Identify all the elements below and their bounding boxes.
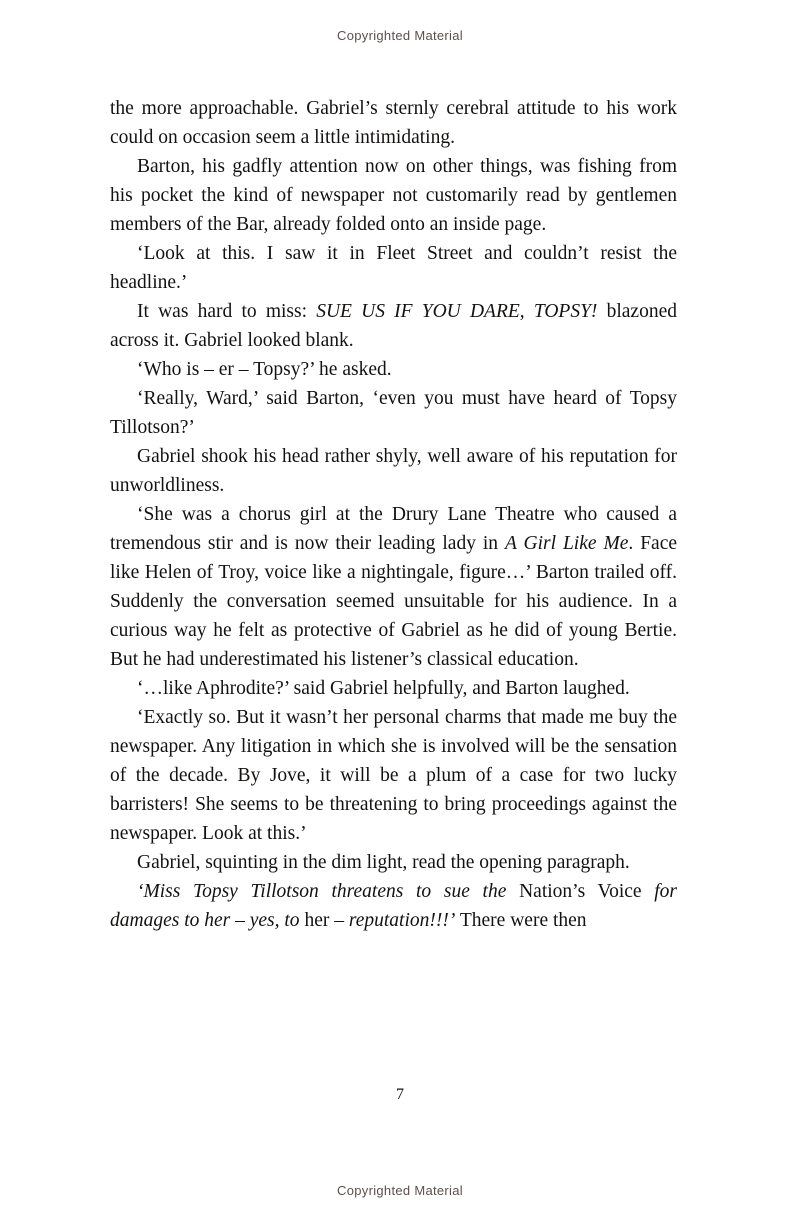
text-run: . Face like Helen of Troy, voice like a nightingale, figure…’ Barton trailed off. Suddenly the conversation seemed unsuitable for his audience. In a curious way he felt as protective of Gabriel as he did of young Bertie. But he had underestimated his listener’s classical education. (110, 533, 678, 670)
paragraph (110, 674, 677, 703)
paragraph (110, 239, 677, 297)
paragraph (110, 848, 677, 877)
text-run: It was hard to miss: (137, 301, 317, 322)
text-run: the more approachable. Gabriel’s sternly cerebral attitude to his work could on occasion seem a little intimidating. (110, 98, 677, 148)
paragraph (110, 500, 677, 674)
text-run: ‘She was a chorus girl at the Drury Lane Theatre who caused a tremendous stir and is now their leading lady in (110, 504, 677, 554)
page-number: 7 (396, 1086, 404, 1103)
page-text (110, 94, 677, 935)
text-run: SUE US IF YOU DARE, TOPSY! (316, 301, 598, 322)
paragraph (110, 152, 677, 239)
paragraph (110, 94, 677, 152)
text-run: ‘Look at this. I saw it in Fleet Street and couldn’t resist the headline.’ (110, 243, 677, 293)
text-run: Nation’s Voice (519, 881, 642, 902)
text-run: ‘…like Aphrodite?’ said Gabriel helpfully, and Barton laughed. (137, 678, 630, 699)
copyright-notice-top: Copyrighted Material (337, 28, 463, 43)
text-run: A Girl Like Me (505, 533, 629, 554)
text-run: Barton, his gadfly attention now on other things, was fishing from his pocket the kind of newspaper not customarily read by gentlemen members of the Bar, already folded onto an inside page. (110, 156, 677, 235)
text-run: her (304, 910, 330, 931)
text-run: Gabriel shook his head rather shyly, well aware of his reputation for unworldliness. (110, 446, 677, 496)
paragraph (110, 442, 677, 500)
text-run: ‘Miss Topsy Tillotson threatens to sue the (137, 881, 520, 902)
text-run: for damages to her – yes, to (110, 881, 677, 931)
text-run: ‘Exactly so. But it wasn’t her personal charms that made me buy the newspaper. Any litigation in which she is involved will be the sensation of the decade. By Jove, it will be a plum of a case for two lucky barristers! She seems to be threatening to bring proceedings against the newspaper. Look at this.’ (110, 707, 677, 844)
paragraph (110, 703, 677, 848)
paragraph (110, 877, 677, 935)
text-run: There were then (455, 910, 587, 931)
text-run: Gabriel, squinting in the dim light, read the opening paragraph. (137, 852, 630, 873)
text-run: ‘Really, Ward,’ said Barton, ‘even you must have heard of Topsy Tillotson?’ (110, 388, 677, 438)
text-run: ‘Who is – er – Topsy?’ he asked. (137, 359, 392, 380)
paragraph (110, 297, 677, 355)
copyright-notice-bottom: Copyrighted Material (337, 1183, 463, 1198)
text-run: – reputation!!!’ (329, 910, 456, 931)
text-run: blazoned across it. Gabriel looked blank. (110, 301, 677, 351)
paragraph (110, 384, 677, 442)
paragraph (110, 355, 677, 384)
